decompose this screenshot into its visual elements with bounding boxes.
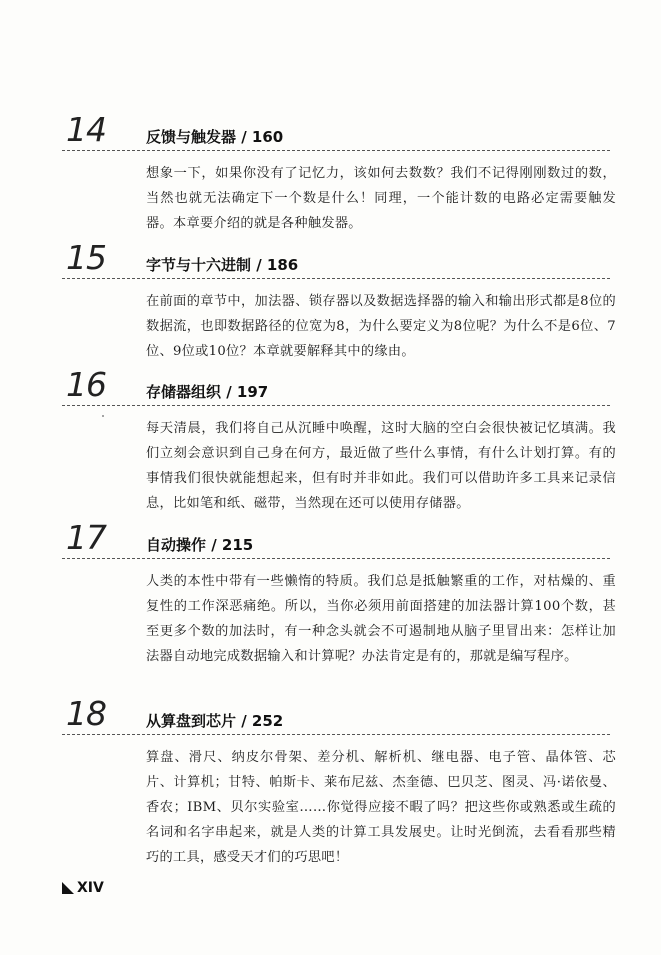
chapter-heading xyxy=(0,514,661,556)
dashed-divider xyxy=(62,734,610,735)
chapter-title[interactable]: 存储器组织 / 197 xyxy=(146,383,269,401)
chapter-summary: 人类的本性中带有一些懒惰的特质。我们总是抵触繁重的工作，对枯燥的、重复性的工作深恶痛绝。所以，当你必须用前面搭建的加法器计算100个数，甚至更多个数的加法时，有一种念头就会不可遏制地从脑子里冒出来：怎样让加法器自动地完成数据输入和计算呢？办法肯定是有的，那就是编写程序。 xyxy=(146,574,616,664)
dashed-divider xyxy=(62,150,610,151)
chapter-heading xyxy=(0,690,661,732)
dashed-divider xyxy=(62,278,610,279)
chapter-title[interactable]: 从算盘到芯片 / 252 xyxy=(146,712,284,730)
chapter-heading xyxy=(0,234,661,276)
chapter-heading xyxy=(0,106,661,148)
chapter-number: 15 xyxy=(66,238,106,277)
dashed-divider xyxy=(62,405,610,406)
chapter-16 xyxy=(0,361,661,516)
chapter-title[interactable]: 自动操作 / 215 xyxy=(146,536,254,554)
chapter-number: 14 xyxy=(66,110,106,149)
chapter-title[interactable]: 反馈与触发器 / 160 xyxy=(146,128,284,146)
chapter-title[interactable]: 字节与十六进制 / 186 xyxy=(146,256,299,274)
dashed-divider xyxy=(62,558,610,559)
chapter-number: 18 xyxy=(66,694,106,733)
chapter-18 xyxy=(0,690,661,870)
corner-triangle-icon xyxy=(62,882,74,894)
chapter-17 xyxy=(0,514,661,669)
scan-speck xyxy=(102,415,104,417)
chapter-15 xyxy=(0,234,661,364)
page-footer xyxy=(62,880,104,896)
chapter-summary: 想象一下，如果你没有了记忆力，该如何去数数？我们不记得刚刚数过的数，当然也就无法确定下一个数是什么！同理，一个能计数的电路必定需要触发器。本章要介绍的就是各种触发器。 xyxy=(146,166,616,231)
chapter-heading xyxy=(0,361,661,403)
chapter-summary: 每天清晨，我们将自己从沉睡中唤醒，这时大脑的空白会很快被记忆填满。我们立刻会意识到自己身在何方，最近做了些什么事情，有什么计划打算。有的事情我们很快就能想起来，但有时并非如此。我们可以借助许多工具来记录信息，比如笔和纸、磁带，当然现在还可以使用存储器。 xyxy=(146,421,616,511)
chapter-14 xyxy=(0,106,661,236)
page-number: XIV xyxy=(77,880,104,896)
chapter-number: 16 xyxy=(66,365,106,404)
chapter-summary: 在前面的章节中，加法器、锁存器以及数据选择器的输入和输出形式都是8位的数据流，也即数据路径的位宽为8，为什么要定义为8位呢？为什么不是6位、7位、9位或10位？本章就要解释其中的缘由。 xyxy=(146,294,616,359)
chapter-summary: 算盘、滑尺、纳皮尔骨架、差分机、解析机、继电器、电子管、晶体管、芯片、计算机；甘特、帕斯卡、莱布尼兹、杰奎德、巴贝芝、图灵、冯·诺依曼、香农；IBM、贝尔实验室……你觉得应接不暇了吗？把这些你或熟悉或生疏的名词和名字串起来，就是人类的计算工具发展史。让时光倒流，去看看那些精巧的工具，感受天才们的巧思吧！ xyxy=(146,750,616,865)
chapter-number: 17 xyxy=(66,518,106,557)
